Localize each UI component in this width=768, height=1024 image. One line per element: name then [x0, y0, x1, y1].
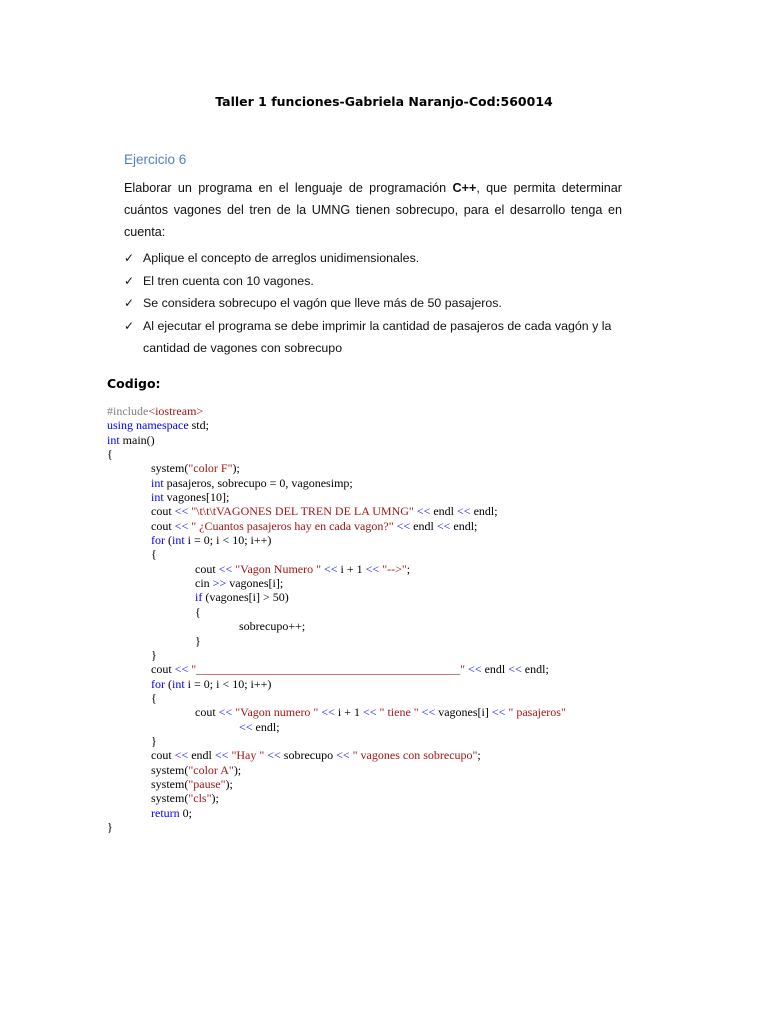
code-line	[107, 734, 566, 748]
code-token: cout	[195, 705, 219, 720]
code-token: <<	[491, 705, 506, 720]
code-token: <<	[218, 705, 233, 720]
code-line	[107, 777, 566, 791]
code-token: endl;	[470, 504, 498, 519]
code-token: endl;	[450, 518, 478, 533]
code-token: system(	[151, 791, 189, 806]
check-mark-icon: ✓	[124, 251, 135, 265]
code-token: cout	[151, 748, 175, 763]
code-token: endl	[430, 504, 458, 519]
list-item	[122, 315, 622, 360]
code-token: int	[151, 490, 164, 505]
code-token: for	[151, 533, 165, 548]
code-line	[107, 461, 566, 475]
code-token: {	[107, 447, 113, 462]
code-line	[107, 490, 566, 504]
code-token: >>	[212, 576, 227, 591]
code-token: cin	[195, 576, 213, 591]
code-token: "pause"	[188, 776, 226, 791]
code-token: " vagones con sobrecupo"	[349, 748, 478, 763]
code-token: "Hay "	[228, 748, 265, 763]
code-token: "color A"	[188, 762, 234, 777]
list-item	[122, 292, 622, 315]
code-token: <<	[174, 518, 189, 533]
code-line	[107, 418, 566, 432]
code-token: " ¿Cuantos pasajeros hay en cada vagon?"	[188, 518, 394, 533]
code-token: sobrecupo++;	[239, 619, 306, 634]
code-token: );	[225, 776, 233, 791]
code-token: <<	[267, 748, 281, 763]
code-token: " tiene "	[376, 705, 419, 720]
code-line	[107, 605, 566, 619]
code-token: "Vagon Numero "	[232, 561, 321, 576]
code-token: system(	[151, 762, 189, 777]
exercise-box	[122, 152, 622, 360]
code-token: "\t\t\tVAGONES DEL TREN DE LA UMNG"	[188, 504, 414, 519]
list-item-text: El tren cuenta con 10 vagones.	[143, 273, 314, 288]
code-token: }	[151, 733, 157, 748]
code-line	[107, 504, 566, 518]
code-line	[107, 820, 566, 834]
code-token: system(	[151, 461, 189, 476]
code-token: <<	[468, 662, 482, 677]
code-token: <<	[336, 748, 350, 763]
code-token: endl	[188, 748, 215, 763]
code-line	[107, 720, 566, 734]
check-mark-icon: ✓	[124, 318, 135, 333]
code-token: vagones[i]	[435, 705, 492, 720]
code-line	[107, 547, 566, 561]
code-token: <iostream>	[148, 404, 204, 418]
code-token: 0;	[179, 805, 192, 820]
code-token: sobrecupo	[280, 748, 337, 763]
code-token: <<	[174, 662, 189, 677]
code-token: (	[165, 533, 172, 548]
list-item-text: Se considera sobrecupo el vagón que lleve más de 50 pasajeros.	[143, 296, 502, 310]
code-line	[107, 476, 566, 490]
paragraph-text-start: Elaborar un programa en el lenguaje de programación	[124, 181, 453, 195]
code-block	[107, 404, 566, 834]
code-token: "____________________________________________"	[188, 662, 466, 677]
code-token: pasajeros, sobrecupo = 0, vagonesimp;	[163, 475, 353, 490]
code-token: "Vagon numero "	[232, 705, 319, 720]
code-token: system(	[151, 776, 189, 791]
code-section-label: Codigo:	[107, 376, 161, 391]
check-mark-icon: ✓	[124, 273, 135, 288]
code-line	[107, 648, 566, 662]
code-token: <<	[421, 705, 436, 720]
code-token: }	[195, 633, 201, 648]
code-token: cout	[151, 504, 175, 519]
code-line	[107, 576, 566, 590]
code-token: ;	[406, 561, 411, 576]
code-token: #include	[107, 404, 149, 418]
code-token: <<	[365, 561, 380, 576]
code-token: <<	[396, 518, 411, 533]
code-line	[107, 533, 566, 547]
code-token: <<	[436, 518, 451, 533]
code-token: );	[233, 762, 242, 777]
code-line	[107, 763, 566, 777]
list-item	[122, 270, 622, 293]
code-token: cout	[151, 662, 175, 677]
code-token: <<	[214, 748, 229, 763]
code-token: <<	[239, 719, 253, 734]
code-token: <<	[174, 748, 189, 763]
code-line	[107, 748, 566, 762]
code-token: }	[151, 647, 157, 662]
code-token: <<	[324, 561, 338, 576]
code-token: vagones[i];	[226, 576, 284, 591]
code-token: " pasajeros"	[505, 705, 566, 720]
code-line	[107, 433, 566, 447]
list-item-text: Al ejecutar el programa se debe imprimir la cantidad de pasajeros de cada vagón y la cantidad de vagones con sobrecupo	[143, 318, 612, 355]
code-token: <<	[363, 705, 377, 720]
code-line	[107, 705, 566, 719]
code-line	[107, 791, 566, 805]
paragraph-text-end: , que permita determinar cuántos vagones del tren de la UMNG tienen sobrecupo, para el desarrollo tenga en cuenta:	[124, 181, 622, 239]
code-token: <<	[174, 504, 189, 519]
code-line	[107, 691, 566, 705]
code-token: endl;	[521, 662, 549, 677]
code-token: <<	[416, 504, 431, 519]
code-token: std;	[188, 418, 209, 433]
code-line	[107, 562, 566, 576]
code-token: );	[232, 461, 240, 476]
code-token: main()	[119, 432, 155, 447]
code-token: return	[151, 805, 180, 820]
code-token: cout	[195, 561, 219, 576]
code-token: "cls"	[188, 791, 212, 806]
code-line	[107, 404, 566, 418]
code-token: int	[107, 432, 120, 447]
code-token: ;	[477, 748, 481, 763]
code-token: <<	[218, 561, 233, 576]
code-token: (vagones[i] > 50)	[202, 590, 289, 605]
code-token: endl	[410, 518, 437, 533]
code-token: );	[211, 791, 219, 806]
code-token: endl	[481, 662, 509, 677]
code-token: vagones[10];	[163, 490, 230, 505]
list-item	[122, 247, 622, 270]
code-token: i + 1	[334, 705, 363, 720]
code-token: cout	[151, 518, 175, 533]
code-token: {	[151, 690, 157, 705]
code-token: i = 0; i < 10; i++)	[184, 676, 272, 691]
code-token: using namespace	[107, 418, 189, 433]
code-token: <<	[321, 705, 335, 720]
code-token: {	[151, 547, 157, 562]
code-token: i = 0; i < 10; i++)	[184, 533, 272, 548]
code-line	[107, 677, 566, 691]
code-token: {	[195, 604, 201, 619]
code-token: int	[151, 475, 164, 490]
code-token: int	[172, 533, 185, 548]
document-title: Taller 1 funciones-Gabriela Naranjo-Cod:560014	[215, 94, 553, 109]
code-token: (	[165, 676, 172, 691]
code-line	[107, 519, 566, 533]
code-token: "color F"	[188, 461, 233, 476]
code-token: <<	[457, 504, 471, 519]
code-token: <<	[508, 662, 522, 677]
requirements-list	[122, 247, 622, 360]
code-token: int	[172, 676, 185, 691]
code-line	[107, 806, 566, 820]
code-token: if	[195, 590, 203, 605]
code-token: for	[151, 676, 165, 691]
code-token: endl;	[252, 719, 280, 734]
list-item-text: Aplique el concepto de arreglos unidimensionales.	[143, 251, 420, 265]
paragraph-bold-language: C++	[452, 181, 477, 195]
exercise-heading: Ejercicio 6	[124, 152, 187, 167]
code-line	[107, 662, 566, 676]
check-mark-icon: ✓	[124, 296, 135, 310]
code-line	[107, 619, 566, 633]
code-line	[107, 447, 566, 461]
code-line	[107, 590, 566, 604]
exercise-paragraph	[124, 177, 622, 243]
code-token: i + 1	[337, 561, 366, 576]
code-token: }	[107, 819, 113, 834]
code-token: "-->"	[379, 561, 407, 576]
code-line	[107, 634, 566, 648]
